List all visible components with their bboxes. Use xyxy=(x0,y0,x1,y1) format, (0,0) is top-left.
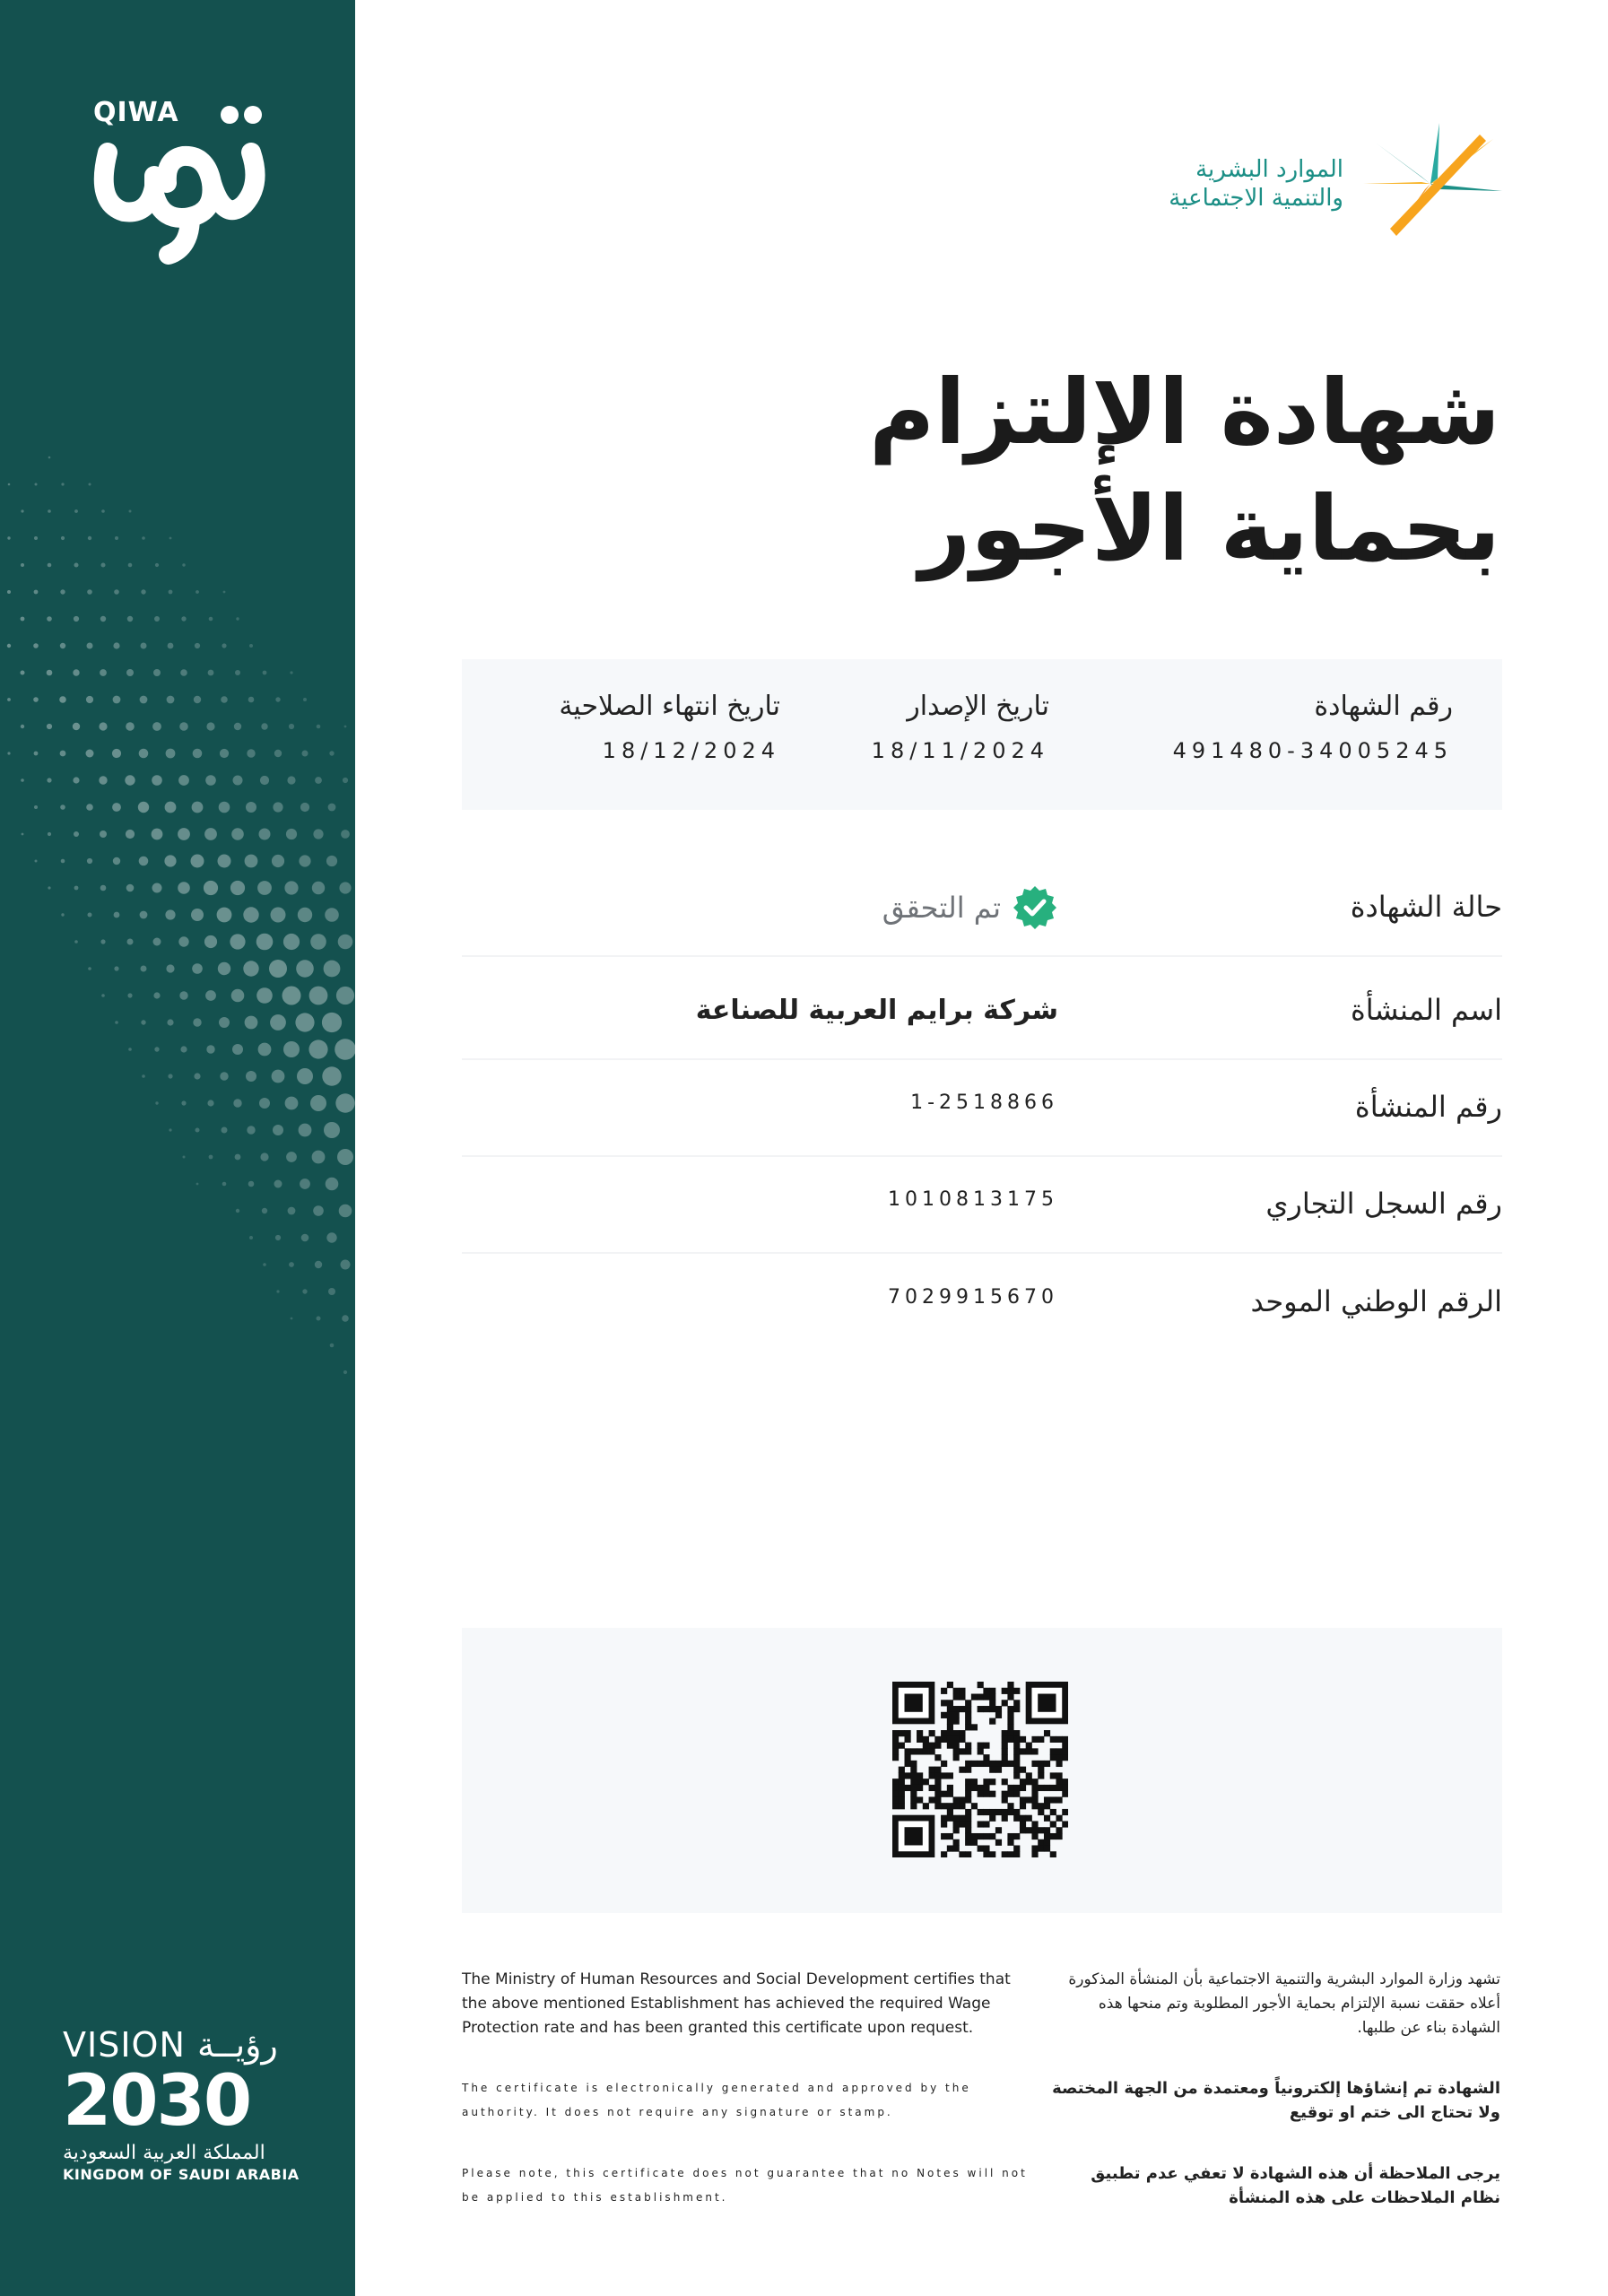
certificate-number xyxy=(1173,691,1453,763)
qr-code-icon[interactable] xyxy=(892,1682,1068,1857)
expiry-date xyxy=(559,691,780,763)
cr-number-row xyxy=(462,1158,1502,1254)
vision-line4: KINGDOM OF SAUDI ARABIA xyxy=(63,2166,300,2183)
establishment-name-label: اسم المنشأة xyxy=(1350,993,1502,1027)
qr-panel xyxy=(462,1628,1502,1913)
halftone-pattern xyxy=(0,0,355,2296)
footer-en-electronic: The certificate is electronically generated and approved by the authority. It does not require any signature or stamp. xyxy=(462,2082,971,2118)
vision-line1: VISION رؤيــة xyxy=(63,2025,278,2065)
establishment-number-row xyxy=(462,1061,1502,1157)
issue-date-label: تاريخ الإصدار xyxy=(907,691,1049,722)
cr-number-value: 1010813175 xyxy=(888,1188,1058,1211)
certificate-title: شهادة الإلتزام بحماية الأجور xyxy=(869,360,1500,581)
status-value: تم التحقق xyxy=(882,891,1001,925)
footer-en-certification: The Ministry of Human Resources and Social Development certifies that the above mentioned Establishment has achieved the required Wage Protection rate and has been granted this certificate upon request. xyxy=(462,1970,1011,2037)
footer-ar-certification: تشهد وزارة الموارد البشرية والتنمية الاجتماعية بأن المنشأة المذكورة أعلاه حققت نسبة الإلتزام بحماية الأجور المطلوبة وتم منحها هذه الشهادة بناء عن طلبها. xyxy=(1068,1970,1500,2037)
establishment-name-value: شركة برايم العربية للصناعة xyxy=(695,995,1058,1026)
ministry-name-line1: الموارد البشرية xyxy=(1195,156,1343,183)
expiry-date-value: 18/12/2024 xyxy=(602,738,780,763)
expiry-date-label: تاريخ انتهاء الصلاحية xyxy=(559,691,780,722)
vision-line3: المملكة العربية السعودية xyxy=(63,2142,265,2164)
footer-en-note: Please note, this certificate does not guarantee that no Notes will not be applied to this establishment. xyxy=(462,2167,1028,2204)
issue-date-value: 18/11/2024 xyxy=(871,738,1049,763)
status-label: حالة الشهادة xyxy=(1350,890,1502,924)
unified-number-row xyxy=(462,1256,1502,1350)
ministry-name-line2: والتنمية الاجتماعية xyxy=(1169,185,1343,212)
vision-2030-logo xyxy=(63,2025,305,2183)
vision-line2: 2030 xyxy=(63,2061,251,2142)
certificate-number-value: 491480-34005245 xyxy=(1172,738,1453,763)
footer-ar-note: يرجى الملاحظة أن هذه الشهادة لا تعفي عدم تطبيق نظام الملاحظات على هذه المنشأة xyxy=(1091,2164,1500,2207)
status-row xyxy=(462,861,1502,957)
sidebar xyxy=(0,0,355,2296)
establishment-name-row xyxy=(462,964,1502,1060)
footer-ar-electronic: الشهادة تم إنشاؤها إلكترونياً ومعتمدة من الجهة المختصة ولا تحتاج الى ختم او توقيع xyxy=(1052,2079,1500,2122)
qiwa-logo-icon xyxy=(90,97,278,267)
verified-badge-icon xyxy=(1012,884,1058,931)
cr-number-label: رقم السجل التجاري xyxy=(1265,1187,1502,1221)
issue-date xyxy=(872,691,1049,763)
unified-number-value: 7029915670 xyxy=(888,1286,1058,1309)
qiwa-wordmark: QIWA xyxy=(93,97,179,128)
unified-number-label: الرقم الوطني الموحد xyxy=(1250,1284,1502,1318)
certificate-number-label: رقم الشهادة xyxy=(1314,691,1453,722)
status-badge xyxy=(882,884,1058,931)
certificate-info-panel xyxy=(462,659,1502,810)
establishment-number-value: 1-2518866 xyxy=(910,1091,1058,1114)
establishment-number-label: رقم المنشأة xyxy=(1354,1090,1502,1124)
ministry-logo-icon xyxy=(1130,121,1507,247)
